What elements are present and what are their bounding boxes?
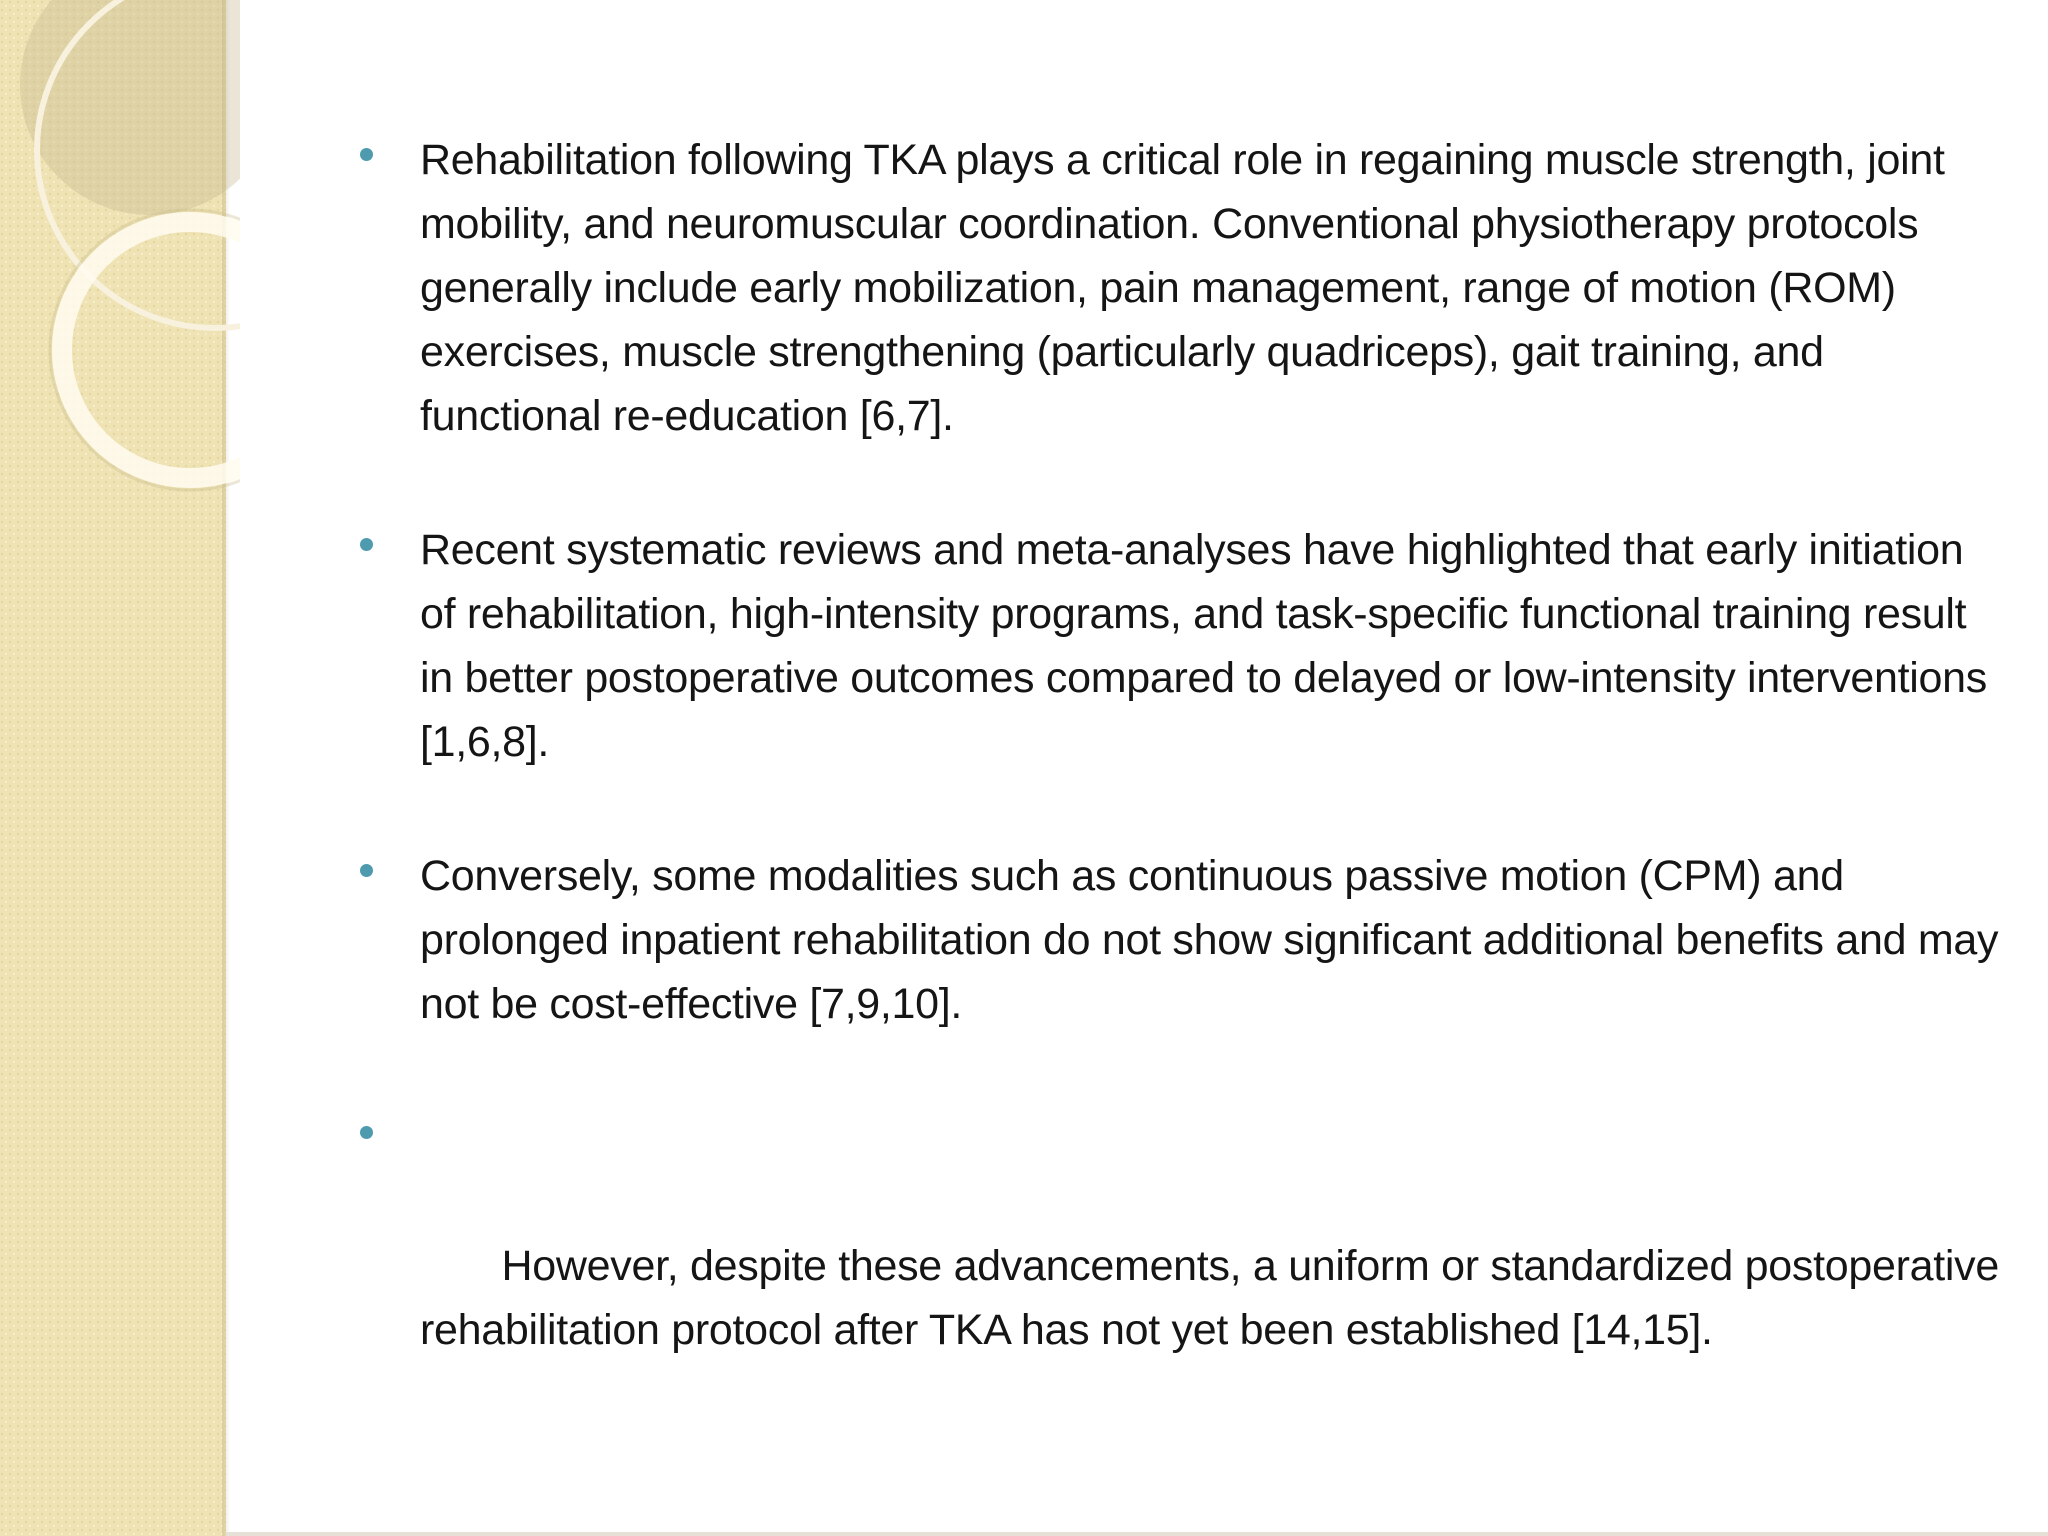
bullet-dot-icon: [360, 1126, 373, 1139]
bullet-item: [360, 128, 2000, 448]
bullet-item: [360, 1106, 2011, 1426]
bullet-text: Rehabilitation following TKA plays a critical role in regaining muscle strength, joint mobility, and neuromuscular coordination. Conventional physiotherapy protocols generally include early mobilization, pain management, range of motion (ROM) exercises, muscle strengthening (particularly quadriceps), gait training, and functional re-education [6,7].: [420, 136, 1945, 440]
decorative-rings-graphic: [0, 0, 240, 520]
bottom-border-line: [226, 1532, 2048, 1536]
deco-disc: [20, 0, 240, 215]
bullet-list: [360, 128, 2011, 1496]
bullet-dot-icon: [360, 864, 373, 877]
bullet-text: Recent systematic reviews and meta-analyses have highlighted that early initiation of rehabilitation, high-intensity programs, and task-specific functional training result in better postoperative outcomes compared to delayed or low-intensity interventions [1,6,8].: [420, 526, 1987, 766]
deco-medium-ring-outline: [50, 210, 240, 490]
bullet-text: Conversely, some modalities such as continuous passive motion (CPM) and prolonged inpatient rehabilitation do not show significant additional benefits and may not be cost-effective [7,9,10].: [420, 852, 1999, 1028]
bullet-dot-icon: [360, 148, 373, 161]
bullet-item: [360, 518, 2000, 774]
bullet-text: However, despite these advancements, a uniform or standardized postoperative rehabilitation protocol after TKA has not yet been established [14,15].: [420, 1242, 2011, 1354]
deco-medium-ring: [62, 222, 240, 478]
bullet-dot-icon: [360, 538, 373, 551]
bullet-item: [360, 844, 2000, 1036]
